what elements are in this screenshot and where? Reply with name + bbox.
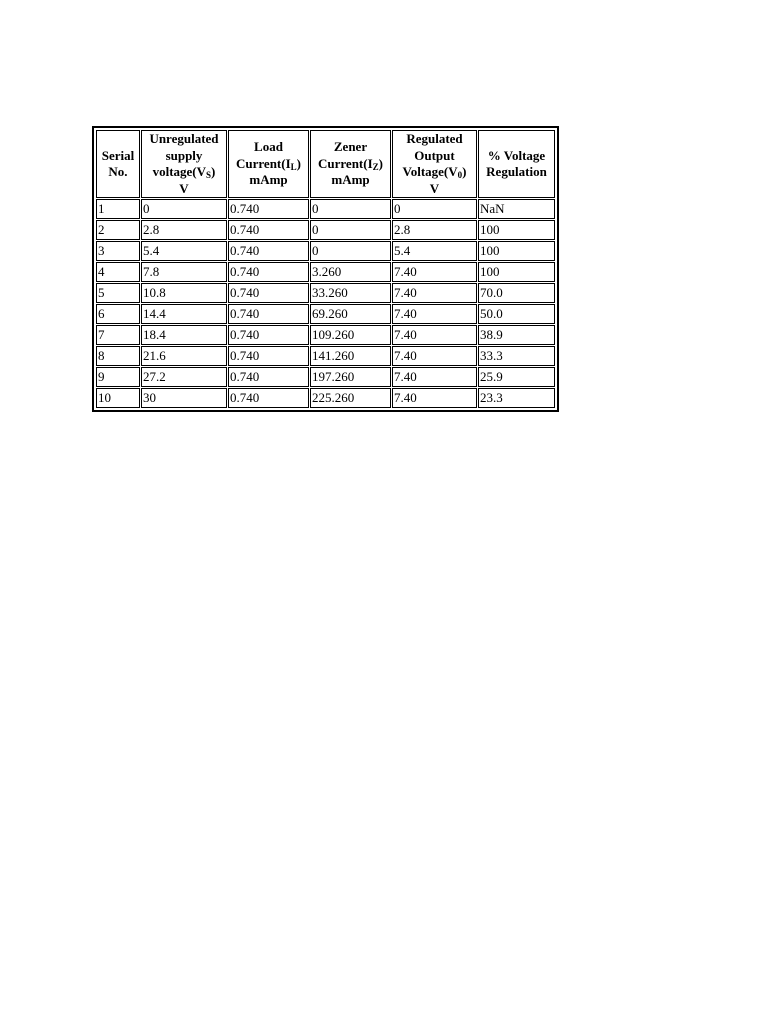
table-row: [96, 241, 555, 261]
table-row: [96, 388, 555, 408]
header-vs-subscript: S: [206, 170, 212, 180]
header-regulated-output-voltage: [392, 130, 477, 198]
header-row: [96, 130, 555, 198]
cell-iz: 0: [310, 199, 391, 219]
cell-vs: 18.4: [141, 325, 227, 345]
table-row: [96, 220, 555, 240]
cell-vo: 2.8: [392, 220, 477, 240]
cell-vs: 0: [141, 199, 227, 219]
header-serial-line1: Serial: [101, 147, 135, 163]
cell-vo: 7.40: [392, 304, 477, 324]
cell-serial: 4: [96, 262, 140, 282]
zener-regulation-table: [95, 129, 556, 409]
header-serial-line2: No.: [108, 164, 128, 179]
header-reg-line2: Regulation: [486, 164, 547, 179]
regulation-table-frame: [92, 126, 559, 412]
cell-serial: 8: [96, 346, 140, 366]
header-vo-line2: Output: [414, 147, 455, 163]
table-row: [96, 199, 555, 219]
cell-regulation: 38.9: [478, 325, 555, 345]
cell-regulation: NaN: [478, 199, 555, 219]
cell-iz: 0: [310, 220, 391, 240]
cell-il: 0.740: [228, 325, 309, 345]
cell-vs: 21.6: [141, 346, 227, 366]
table-row: [96, 346, 555, 366]
table-row: [96, 262, 555, 282]
cell-regulation: 70.0: [478, 283, 555, 303]
cell-serial: 1: [96, 199, 140, 219]
table-row: [96, 304, 555, 324]
cell-il: 0.740: [228, 283, 309, 303]
table-row: [96, 283, 555, 303]
header-vo-line1: Regulated: [406, 131, 463, 146]
cell-serial: 3: [96, 241, 140, 261]
header-iz-line2-close: ): [378, 155, 383, 171]
cell-vs: 2.8: [141, 220, 227, 240]
cell-regulation: 33.3: [478, 346, 555, 366]
cell-regulation: 23.3: [478, 388, 555, 408]
cell-vo: 7.40: [392, 325, 477, 345]
header-il-subscript: L: [290, 161, 297, 172]
header-iz-subscript: Z: [372, 161, 379, 172]
cell-vs: 27.2: [141, 367, 227, 387]
header-il-line2-close: ): [296, 155, 301, 171]
cell-il: 0.740: [228, 367, 309, 387]
cell-iz: 141.260: [310, 346, 391, 366]
cell-iz: 197.260: [310, 367, 391, 387]
cell-il: 0.740: [228, 304, 309, 324]
header-load-current: [228, 130, 309, 198]
cell-regulation: 100: [478, 241, 555, 261]
header-iz-line1: Zener: [333, 139, 368, 155]
header-il-line2: [230, 156, 307, 173]
header-vs-line2: supply: [165, 147, 203, 163]
cell-iz: 225.260: [310, 388, 391, 408]
cell-vs: 10.8: [141, 283, 227, 303]
cell-iz: 109.260: [310, 325, 391, 345]
cell-vs: 30: [141, 388, 227, 408]
cell-il: 0.740: [228, 220, 309, 240]
header-serial-no: [96, 130, 140, 198]
cell-il: 0.740: [228, 241, 309, 261]
cell-iz: 33.260: [310, 283, 391, 303]
cell-regulation: 100: [478, 220, 555, 240]
cell-il: 0.740: [228, 388, 309, 408]
cell-vo: 5.4: [392, 241, 477, 261]
header-il-line1: Load: [254, 139, 283, 155]
cell-iz: 69.260: [310, 304, 391, 324]
cell-vo: 7.40: [392, 262, 477, 282]
header-reg-line1: % Voltage: [487, 147, 546, 163]
header-il-line2-text: Current(I: [236, 155, 291, 171]
cell-vo: 7.40: [392, 388, 477, 408]
header-vs-line1: Unregulated: [149, 131, 219, 146]
cell-vs: 7.8: [141, 262, 227, 282]
table-body: [96, 199, 555, 408]
cell-vs: 14.4: [141, 304, 227, 324]
header-vo-line3-close: ): [462, 164, 467, 179]
cell-il: 0.740: [228, 346, 309, 366]
cell-regulation: 50.0: [478, 304, 555, 324]
header-vo-line3-text: Voltage(V: [402, 164, 458, 179]
header-zener-current: [310, 130, 391, 198]
cell-regulation: 100: [478, 262, 555, 282]
header-vs-unit: V: [179, 180, 189, 196]
cell-il: 0.740: [228, 262, 309, 282]
header-il-unit: mAmp: [249, 172, 288, 188]
cell-serial: 10: [96, 388, 140, 408]
header-vo-line3: [394, 164, 475, 181]
table-row: [96, 367, 555, 387]
cell-serial: 5: [96, 283, 140, 303]
header-iz-line2-text: Current(I: [318, 155, 373, 171]
cell-serial: 2: [96, 220, 140, 240]
cell-vo: 0: [392, 199, 477, 219]
cell-il: 0.740: [228, 199, 309, 219]
cell-serial: 7: [96, 325, 140, 345]
header-vs-line3-close: ): [211, 164, 216, 179]
header-vs-line3-text: voltage(V: [152, 164, 207, 179]
header-unregulated-supply-voltage: [141, 130, 227, 198]
cell-vo: 7.40: [392, 346, 477, 366]
cell-serial: 9: [96, 367, 140, 387]
header-vs-line3: [143, 164, 225, 181]
header-vo-subscript: 0: [457, 170, 463, 180]
header-iz-unit: mAmp: [331, 172, 370, 188]
cell-vs: 5.4: [141, 241, 227, 261]
cell-vo: 7.40: [392, 367, 477, 387]
cell-iz: 0: [310, 241, 391, 261]
cell-regulation: 25.9: [478, 367, 555, 387]
cell-vo: 7.40: [392, 283, 477, 303]
cell-serial: 6: [96, 304, 140, 324]
header-voltage-regulation: [478, 130, 555, 198]
header-iz-line2: [312, 156, 389, 173]
cell-iz: 3.260: [310, 262, 391, 282]
header-vo-unit: V: [429, 180, 440, 196]
table-header: [96, 130, 555, 198]
table-row: [96, 325, 555, 345]
